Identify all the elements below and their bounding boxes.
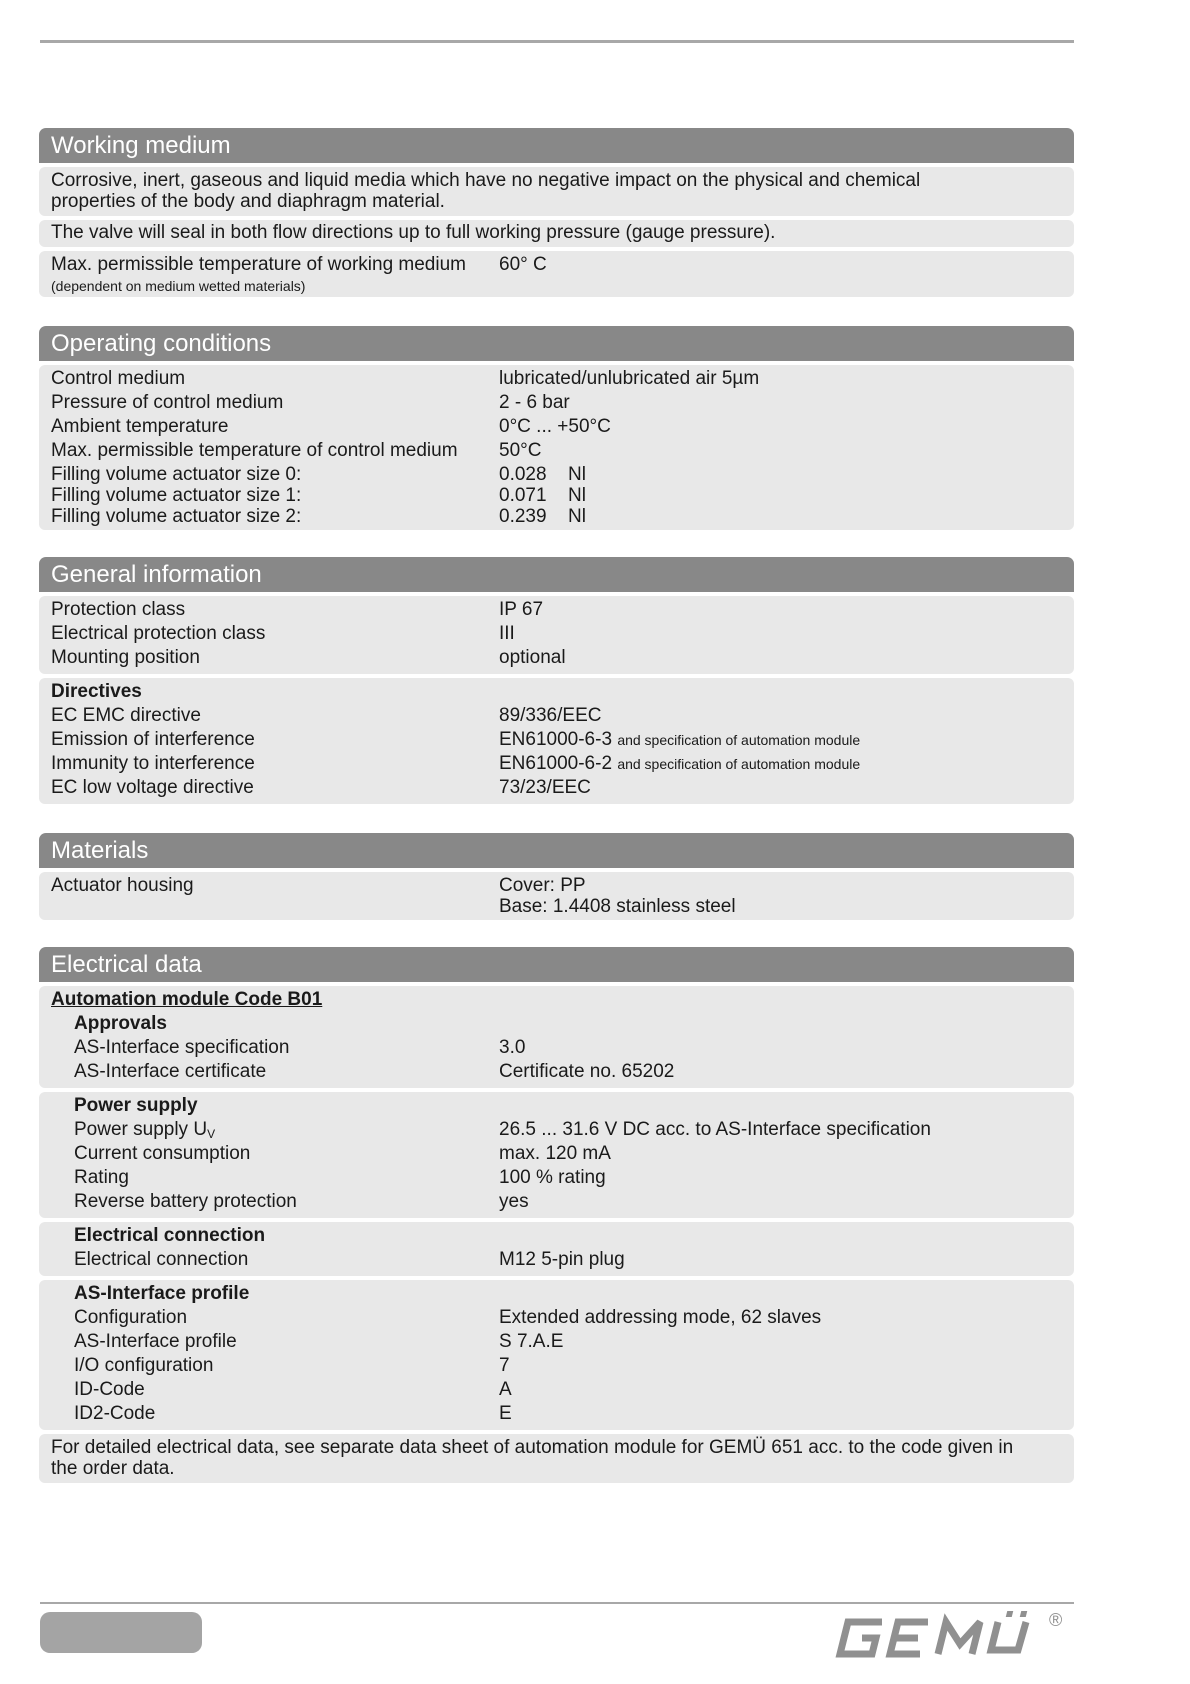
row-value — [499, 728, 860, 752]
table-row — [51, 1402, 1062, 1426]
table-row — [51, 1330, 1062, 1354]
table-row — [51, 1118, 1062, 1142]
row-label: EC EMC directive — [51, 705, 201, 726]
row-label: I/O configuration — [74, 1355, 214, 1376]
module-title: Automation module Code B01 — [51, 989, 323, 1010]
directive-value: EN61000-6-3 — [499, 729, 613, 750]
row-value: E — [499, 1403, 512, 1424]
row-value: 3.0 — [499, 1037, 526, 1058]
table-row — [51, 1142, 1062, 1166]
row-label: Mounting position — [51, 647, 200, 668]
row-value: lubricated/unlubricated air 5µm — [499, 368, 760, 389]
table-row — [51, 415, 1062, 439]
table-row — [51, 505, 1062, 526]
row-label: Protection class — [51, 599, 186, 620]
working-medium-seal — [39, 220, 1074, 247]
row-value: 0.071 — [499, 485, 547, 506]
as-interface-profile-block — [39, 1280, 1074, 1430]
row-label: Rating — [74, 1167, 129, 1188]
row-label: ID2-Code — [74, 1403, 156, 1424]
description-text: Corrosive, inert, gaseous and liquid media which have no negative impact on the physical and chemical properties of the body and diaphragm material. — [51, 170, 921, 212]
row-value: 0.028 — [499, 464, 547, 485]
row-value: III — [499, 623, 515, 644]
table-row — [51, 1248, 1062, 1272]
row-value: Certificate no. 65202 — [499, 1061, 675, 1082]
row-value: 7 — [499, 1355, 510, 1376]
section-title: General information — [39, 557, 1074, 592]
row-value: 26.5 ... 31.6 V DC acc. to AS-Interface specification — [499, 1119, 931, 1140]
directive-value: 89/336/EEC — [499, 705, 602, 726]
row-value — [499, 776, 591, 800]
top-rule — [40, 40, 1074, 43]
row-value: 2 - 6 bar — [499, 392, 570, 413]
table-row — [51, 752, 1062, 776]
row-label: Control medium — [51, 368, 186, 389]
row-label: Pressure of control medium — [51, 392, 284, 413]
row-value: IP 67 — [499, 599, 544, 620]
section-electrical-data — [39, 947, 1074, 1483]
row-value — [499, 704, 601, 728]
row-value: Cover: PP — [499, 875, 586, 896]
table-row — [51, 1190, 1062, 1214]
section-working-medium — [39, 128, 1074, 297]
table-row — [51, 895, 1062, 916]
general-information-block — [39, 596, 1074, 674]
table-row — [51, 728, 1062, 752]
module-title-row — [51, 988, 1062, 1012]
row-value: M12 5-pin plug — [499, 1249, 625, 1270]
row-value: yes — [499, 1191, 529, 1212]
row-label: Configuration — [74, 1307, 188, 1328]
row-label: Directives — [51, 681, 142, 702]
working-medium-max-temp — [39, 251, 1074, 297]
row-label: Electrical protection class — [51, 623, 266, 644]
row-label: Filling volume actuator size 2: — [51, 506, 302, 527]
gemu-logo — [828, 1608, 1068, 1664]
row-label: Current consumption — [74, 1143, 251, 1164]
approvals-title-row — [51, 1012, 1062, 1036]
row-value: 100 % rating — [499, 1167, 606, 1188]
row-label: Emission of interference — [51, 729, 255, 750]
row-label: EC low voltage directive — [51, 777, 254, 798]
max-temp-row — [51, 253, 1062, 277]
power-label-main: Power supply U — [74, 1119, 208, 1140]
row-label: Immunity to interference — [51, 753, 255, 774]
table-row — [51, 484, 1062, 505]
approvals-title: Approvals — [74, 1013, 167, 1034]
logo-registered: ® — [1049, 1610, 1063, 1630]
row-label: Actuator housing — [51, 875, 194, 896]
row-value: max. 120 mA — [499, 1143, 611, 1164]
bottom-rule — [40, 1602, 1074, 1604]
row-label: Max. permissible temperature of control medium — [51, 440, 458, 461]
row-value: S 7.A.E — [499, 1331, 564, 1352]
directive-note: and specification of automation module — [617, 756, 861, 772]
row-value: Extended addressing mode, 62 slaves — [499, 1307, 822, 1328]
table-row — [51, 874, 1062, 895]
electrical-footnote: For detailed electrical data, see separate data sheet of automation module for GEMÜ 651 acc. to the code given in the order data. — [51, 1437, 1014, 1479]
directive-value: EN61000-6-2 — [499, 753, 613, 774]
operating-conditions-block — [39, 365, 1074, 530]
row-label: AS-Interface specification — [74, 1037, 290, 1058]
row-value — [499, 752, 860, 776]
page-tab — [40, 1612, 202, 1653]
power-label-sub: V — [207, 1127, 216, 1141]
table-row — [51, 463, 1062, 484]
max-temp-note: (dependent on medium wetted materials) — [51, 278, 306, 294]
table-row — [51, 1378, 1062, 1402]
section-general-information — [39, 557, 1074, 804]
section-operating-conditions — [39, 326, 1074, 530]
row-label: Ambient temperature — [51, 416, 229, 437]
profile-title: AS-Interface profile — [74, 1283, 250, 1304]
table-row — [51, 391, 1062, 415]
row-value: 50°C — [499, 440, 542, 461]
row-value: 0.239 — [499, 506, 547, 527]
table-row — [51, 1354, 1062, 1378]
row-value: A — [499, 1379, 512, 1400]
section-title: Working medium — [39, 128, 1074, 163]
row-value: optional — [499, 647, 566, 668]
filling-volume-group — [51, 463, 1062, 526]
row-value: 0°C ... +50°C — [499, 416, 611, 437]
materials-block — [39, 872, 1074, 920]
table-row — [51, 704, 1062, 728]
directive-note: and specification of automation module — [617, 732, 861, 748]
row-unit: Nl — [568, 464, 586, 485]
connection-title-row — [51, 1224, 1062, 1248]
row-label: ID-Code — [74, 1379, 145, 1400]
section-title: Materials — [39, 833, 1074, 868]
directive-value: 73/23/EEC — [499, 777, 591, 798]
connection-title: Electrical connection — [74, 1225, 266, 1246]
table-row — [51, 622, 1062, 646]
table-row — [51, 1166, 1062, 1190]
section-title: Operating conditions — [39, 326, 1074, 361]
table-row — [51, 598, 1062, 622]
power-title: Power supply — [74, 1095, 198, 1116]
row-label: AS-Interface profile — [74, 1331, 237, 1352]
row-label: Filling volume actuator size 1: — [51, 485, 302, 506]
max-temp-value: 60° C — [499, 254, 547, 275]
electrical-footnote-block — [39, 1434, 1074, 1483]
row-label: Filling volume actuator size 0: — [51, 464, 302, 485]
seal-text: The valve will seal in both flow directions up to full working pressure (gauge pressure). — [51, 222, 776, 243]
table-row — [51, 439, 1062, 463]
max-temp-label: Max. permissible temperature of working medium — [51, 254, 466, 275]
gemu-logo-graphic — [828, 1608, 1068, 1664]
section-title: Electrical data — [39, 947, 1074, 982]
power-title-row — [51, 1094, 1062, 1118]
row-unit: Nl — [568, 485, 586, 506]
row-unit: Nl — [568, 506, 586, 527]
row-label: Electrical connection — [74, 1249, 249, 1270]
power-supply-block — [39, 1092, 1074, 1218]
row-value: Base: 1.4408 stainless steel — [499, 896, 736, 917]
profile-title-row — [51, 1282, 1062, 1306]
directives-block — [39, 678, 1074, 804]
working-medium-description — [39, 167, 1074, 216]
row-label: Reverse battery protection — [74, 1191, 297, 1212]
electrical-connection-block — [39, 1222, 1074, 1276]
table-row — [51, 1306, 1062, 1330]
table-row — [51, 1060, 1062, 1084]
section-materials — [39, 833, 1074, 920]
directives-title — [51, 680, 1062, 704]
table-row — [51, 646, 1062, 670]
row-label: AS-Interface certificate — [74, 1061, 267, 1082]
table-row — [51, 776, 1062, 800]
approvals-block — [39, 986, 1074, 1088]
table-row — [51, 1036, 1062, 1060]
table-row — [51, 367, 1062, 391]
